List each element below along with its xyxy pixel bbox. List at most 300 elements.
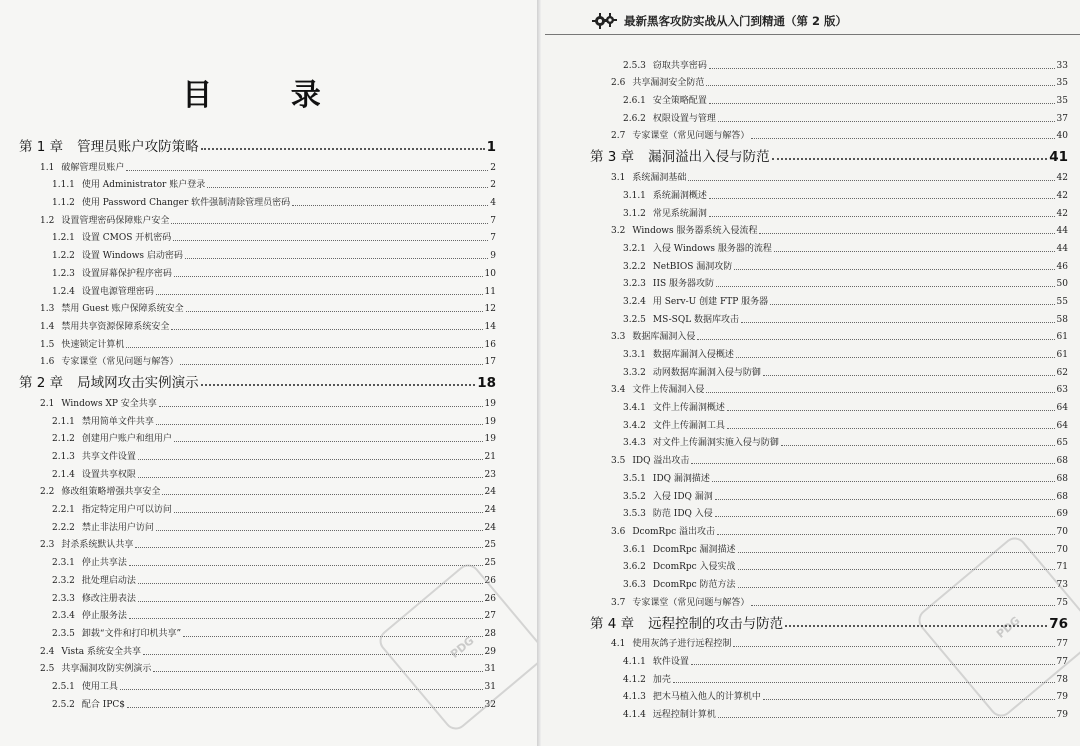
toc-dot-leader: [129, 564, 483, 566]
toc-dot-leader: [180, 363, 482, 365]
toc-dot-leader: [673, 681, 1055, 683]
toc-dot-leader: [174, 275, 483, 277]
toc-entry-number: 4.1.1: [623, 657, 646, 667]
toc-page-number: 23: [484, 469, 496, 480]
toc-page-number: 70: [1056, 544, 1068, 555]
toc-dot-leader: [763, 374, 1055, 376]
toc-dot-leader: [171, 222, 488, 224]
toc-entry-title: 设置 Windows 启动密码: [81, 251, 183, 262]
toc-entry-title: 远程控制计算机: [652, 710, 716, 721]
toc-page-number: 19: [484, 416, 496, 427]
toc-page-number: 77: [1056, 657, 1068, 667]
toc-dot-leader: [741, 321, 1055, 323]
toc-page-number: 29: [484, 646, 496, 657]
toc-entry: [0, 157, 537, 175]
toc-entry-title: 修改组策略增强共享安全: [61, 487, 161, 498]
toc-page-number: 19: [484, 434, 496, 445]
toc-entry-title: 设置共享权限: [81, 469, 136, 480]
toc-entry-title: 设置管理密码保障账户安全: [61, 215, 170, 226]
toc-page-number: 19: [484, 398, 496, 409]
toc-entry-title: Windows XP 安全共享: [61, 398, 157, 409]
toc-page-number: 32: [484, 699, 496, 710]
toc-entry-title: 设置电源管理密码: [81, 286, 154, 297]
toc-entry-number: 3.3.2: [623, 367, 646, 378]
toc-dot-leader: [774, 250, 1055, 252]
toc-entry: [541, 327, 1080, 345]
toc-entry-title: 停止共享法: [81, 558, 127, 569]
toc-entry-number: 1.3: [40, 304, 55, 315]
toc-entry-number: 2.3.3: [52, 593, 75, 604]
toc-entry-title: 指定特定用户可以访问: [81, 505, 172, 516]
toc-page-number: 9: [490, 251, 496, 262]
toc-entry-title: IDQ 漏洞描述: [652, 473, 710, 484]
left-page: [0, 0, 537, 746]
toc-chapter-entry: [541, 610, 1080, 634]
toc-entry: [0, 352, 537, 370]
toc-entry-number: 2.1.1: [52, 416, 75, 427]
toc-entry: [0, 429, 537, 447]
toc-entry-number: 1.2.3: [52, 268, 75, 279]
toc-entry-title: DcomRpc 漏洞描述: [652, 544, 736, 555]
toc-entry-title: 快速锁定计算机: [61, 339, 125, 350]
running-head: [592, 10, 847, 32]
toc-page-number: 68: [1056, 473, 1068, 484]
toc-entry-number: 2.6: [611, 78, 626, 89]
toc-entry-title: 入侵 IDQ 漏洞: [652, 491, 713, 502]
toc-entry: [541, 108, 1080, 126]
toc-page-number: 61: [1056, 332, 1068, 343]
toc-page-number: 26: [484, 575, 496, 586]
toc-dot-leader: [738, 551, 1055, 553]
toc-entry-number: 4.1.2: [623, 674, 646, 685]
toc-entry-title: 创建用户账户和组用户: [81, 434, 172, 445]
toc-entry-title: 专家课堂（常见问题与解答）: [61, 357, 179, 368]
toc-entry: [541, 362, 1080, 380]
toc-entry-number: 2.7: [611, 131, 626, 142]
toc-dot-leader: [772, 157, 1048, 160]
toc-title: 目 录: [182, 78, 355, 113]
toc-dot-leader: [736, 356, 1055, 358]
toc-entry-number: 2.2.1: [52, 505, 75, 516]
toc-dot-leader: [715, 498, 1055, 500]
toc-entry: [0, 263, 537, 281]
toc-entry: [541, 55, 1080, 73]
header-rule: [545, 34, 1080, 35]
toc-entry-title: 管理员账户攻防策略: [77, 139, 199, 155]
toc-entry-number: 2.1.4: [52, 469, 75, 480]
toc-entry-number: 2.2.2: [52, 522, 75, 533]
toc-entry-number: 2.5: [40, 664, 55, 675]
gear-logo-icon: [592, 12, 618, 30]
toc-entry-number: 2.4: [40, 646, 55, 657]
toc-entry-title: 文件上传漏洞工具: [652, 420, 725, 431]
toc-page-number: 79: [1056, 710, 1068, 721]
toc-entry-number: 3.2.4: [623, 296, 646, 307]
toc-entry: [541, 415, 1080, 433]
toc-dot-leader: [174, 440, 483, 442]
toc-dot-leader: [138, 582, 483, 584]
toc-entry: [541, 256, 1080, 274]
toc-entry: [541, 380, 1080, 398]
toc-entry-title: 加壳: [652, 674, 671, 685]
toc-entry-number: 3.1.2: [623, 208, 646, 219]
toc-dot-leader: [292, 204, 488, 206]
toc-entry-number: 2.1: [40, 398, 55, 409]
toc-entry-title: 专家课堂（常见问题与解答）: [632, 131, 750, 142]
toc-entry-number: 3.2.5: [623, 314, 646, 325]
toc-entry: [0, 446, 537, 464]
toc-page-number: 78: [1056, 674, 1068, 685]
toc-page-number: 62: [1056, 367, 1068, 378]
toc-entry-title: 系统漏洞概述: [652, 190, 707, 201]
toc-entry-number: 3.2.2: [623, 261, 646, 272]
toc-dot-leader: [717, 533, 1055, 535]
toc-page-number: 71: [1056, 562, 1068, 573]
toc-entry-number: 2.6.2: [623, 113, 646, 124]
toc-entry-title: 文件上传漏洞概述: [652, 403, 725, 414]
toc-page-number: 70: [1056, 526, 1068, 537]
toc-entry-title: 窃取共享密码: [652, 60, 707, 71]
toc-entry-title: 对文件上传漏洞实施入侵与防御: [652, 438, 779, 449]
toc-entry-title: 禁用共享资源保障系统安全: [61, 321, 170, 332]
toc-entry-title: 封杀系统默认共享: [61, 540, 134, 551]
toc-entry-title: 卸载“文件和打印机共享”: [81, 628, 182, 639]
toc-dot-leader: [159, 405, 483, 407]
toc-dot-leader: [734, 268, 1054, 270]
toc-entry-number: 3.7: [611, 597, 626, 608]
toc-dot-leader: [706, 84, 1054, 86]
toc-page-number: 69: [1056, 509, 1068, 520]
toc-dot-leader: [751, 137, 1054, 139]
toc-chapter-entry: [0, 369, 537, 393]
toc-entry-title: 共享文件设置: [81, 452, 136, 462]
toc-chapter-entry: [0, 133, 537, 157]
toc-entry: [0, 175, 537, 193]
toc-entry: [0, 411, 537, 429]
toc-entry: [0, 245, 537, 263]
toc-dot-leader: [174, 511, 483, 513]
toc-entry: [541, 486, 1080, 504]
toc-entry: [0, 482, 537, 500]
toc-entry: [541, 126, 1080, 144]
toc-dot-leader: [709, 102, 1055, 104]
toc-entry-number: 2.3.2: [52, 575, 75, 586]
toc-entry-number: 1.2.2: [52, 251, 75, 262]
toc-entry-number: 3.5.3: [623, 509, 646, 520]
toc-entry: [541, 309, 1080, 327]
toc-page-number: 35: [1056, 78, 1068, 89]
toc-page-number: 64: [1056, 420, 1068, 431]
toc-page-number: 4: [490, 198, 496, 209]
toc-page-number: 42: [1056, 173, 1068, 184]
toc-entry-title: 共享漏洞攻防实例演示: [61, 664, 152, 675]
toc-entry-title: IDQ 溢出攻击: [632, 456, 690, 467]
toc-dot-leader: [156, 293, 483, 295]
toc-page-number: 21: [484, 452, 496, 462]
toc-entry: [541, 90, 1080, 108]
toc-dot-leader: [738, 586, 1055, 588]
toc-entry-title: 文件上传漏洞入侵: [632, 385, 705, 396]
toc-entry-number: 2.2: [40, 487, 55, 498]
toc-entry-number: 第 4 章: [590, 615, 635, 632]
toc-dot-leader: [718, 716, 1055, 718]
toc-page-number: 24: [484, 505, 496, 516]
toc-entry-title: 停止服务法: [81, 611, 127, 622]
toc-page-number: 14: [484, 321, 496, 332]
toc-entry-title: 动网数据库漏洞入侵与防御: [652, 367, 761, 378]
toc-entry-number: 3.5.1: [623, 473, 646, 484]
toc-entry: [541, 221, 1080, 239]
toc-entry-number: 2.6.1: [623, 96, 646, 107]
toc-dot-leader: [709, 215, 1055, 217]
toc-page-number: 10: [484, 268, 496, 279]
toc-page-number: 75: [1056, 597, 1068, 608]
toc-entry-number: 4.1.3: [623, 692, 646, 703]
toc-dot-leader: [201, 147, 485, 150]
toc-entry: [0, 535, 537, 553]
toc-entry-title: 数据库漏洞入侵: [632, 332, 696, 343]
toc-dot-leader: [716, 285, 1055, 287]
toc-entry: [0, 334, 537, 352]
toc-entry-title: 禁用简单文件共享: [81, 416, 154, 427]
toc-entry-title: 漏洞溢出入侵与防范: [648, 149, 770, 166]
toc-dot-leader: [126, 346, 482, 348]
toc-entry-title: 配合 IPC$: [81, 699, 125, 710]
toc-page-number: 18: [477, 375, 496, 392]
toc-entry: [541, 291, 1080, 309]
toc-page-number: 25: [484, 540, 496, 551]
toc-entry-title: 禁止非法用户访问: [81, 522, 154, 533]
toc-dot-leader: [706, 391, 1054, 393]
toc-entry-number: 1.1.2: [52, 198, 75, 209]
toc-entry-title: 修改注册表法: [81, 593, 136, 604]
toc-entry-title: 共享漏洞安全防范: [632, 78, 705, 89]
toc-page-number: 73: [1056, 579, 1068, 590]
toc-entry-title: 使用 Administrator 账户登录: [81, 180, 206, 191]
toc-entry-title: MS-SQL 数据库攻击: [652, 314, 740, 325]
toc-page-number: 28: [484, 628, 496, 639]
toc-dot-leader: [126, 169, 488, 171]
toc-page-number: 42: [1056, 208, 1068, 219]
toc-entry-number: 2.5.1: [52, 681, 75, 692]
toc-page-number: 1: [486, 139, 496, 155]
toc-entry: [0, 517, 537, 535]
toc-dot-leader: [691, 462, 1054, 464]
toc-entry: [0, 210, 537, 228]
toc-page-number: 26: [484, 593, 496, 604]
toc-dot-leader: [171, 328, 482, 330]
toc-entry-number: 1.6: [40, 357, 55, 368]
toc-entry-number: 1.4: [40, 321, 55, 332]
toc-entry-number: 3.2: [611, 226, 626, 237]
toc-entry-title: 专家课堂（常见问题与解答）: [632, 597, 750, 608]
toc-page-number: 24: [484, 487, 496, 498]
toc-page-number: 44: [1056, 243, 1068, 254]
toc-page-number: 44: [1056, 226, 1068, 237]
toc-dot-leader: [733, 645, 1054, 647]
toc-dot-leader: [709, 67, 1055, 69]
toc-entry-title: 禁用 Guest 账户保障系统安全: [61, 304, 184, 315]
toc-entry-number: 4.1: [611, 639, 626, 650]
toc-entry-number: 1.2: [40, 215, 55, 226]
toc-entry-number: 2.3: [40, 540, 55, 551]
toc-page-number: 35: [1056, 96, 1068, 107]
toc-page-number: 24: [484, 522, 496, 533]
toc-page-number: 2: [490, 180, 496, 191]
toc-entry-number: 2.3.4: [52, 611, 75, 622]
toc-entry: [541, 574, 1080, 592]
toc-entry-number: 3.1: [611, 173, 626, 184]
toc-page-number: 58: [1056, 314, 1068, 325]
toc-entry: [541, 238, 1080, 256]
toc-page-number: 37: [1056, 113, 1068, 124]
toc-dot-leader: [207, 186, 488, 188]
toc-entry-title: IIS 服务器攻防: [652, 279, 715, 290]
toc-page-number: 7: [490, 233, 496, 244]
toc-dot-leader: [718, 120, 1055, 122]
toc-entry-title: 使用 Password Changer 软件强制清除管理员密码: [81, 198, 291, 209]
toc-entry-number: 3.3: [611, 332, 626, 343]
toc-entry-title: 安全策略配置: [652, 96, 707, 107]
toc-entry-title: 常见系统漏洞: [652, 208, 707, 219]
toc-entry-title: NetBIOS 漏洞攻防: [652, 261, 733, 272]
toc-dot-leader: [138, 476, 483, 478]
toc-entry-number: 1.5: [40, 339, 55, 350]
watermark-stamp-icon: PDG: [375, 560, 537, 735]
toc-page-number: 31: [484, 681, 496, 692]
toc-entry-title: 入侵 Windows 服务器的流程: [652, 243, 772, 254]
toc-entry: [0, 316, 537, 334]
toc-dot-leader: [138, 458, 483, 460]
toc-entry: [0, 499, 537, 517]
toc-dot-leader: [156, 529, 483, 531]
toc-page-number: 65: [1056, 438, 1068, 449]
toc-entry: [541, 344, 1080, 362]
toc-page-number: 64: [1056, 403, 1068, 414]
toc-entry-number: 3.6.3: [623, 579, 646, 590]
toc-entry-number: 2.5.2: [52, 699, 75, 710]
toc-entry: [541, 634, 1080, 652]
toc-entry-number: 3.4.2: [623, 420, 646, 431]
toc-page-number: 25: [484, 558, 496, 569]
toc-entry: [541, 450, 1080, 468]
toc-dot-leader: [781, 444, 1055, 446]
toc-page-number: 27: [484, 611, 496, 622]
toc-entry: [541, 73, 1080, 91]
toc-page-number: 40: [1056, 131, 1068, 142]
toc-entry-number: 3.6: [611, 526, 626, 537]
toc-entry-title: Windows 服务器系统入侵流程: [632, 226, 758, 237]
watermark-stamp-icon: PDG: [914, 533, 1080, 722]
toc-entry: [0, 552, 537, 570]
toc-entry-number: 1.1.1: [52, 180, 75, 191]
toc-dot-leader: [186, 310, 483, 312]
toc-entry-title: 软件设置: [652, 657, 689, 667]
toc-entry: [541, 651, 1080, 669]
toc-dot-leader: [763, 698, 1055, 700]
toc-entry: [541, 669, 1080, 687]
toc-entry-title: DcomRpc 防范方法: [652, 579, 736, 590]
toc-entry: [0, 228, 537, 246]
toc-dot-leader: [727, 427, 1055, 429]
toc-page-number: 63: [1056, 385, 1068, 396]
toc-dot-leader: [715, 515, 1055, 517]
toc-dot-leader: [135, 546, 482, 548]
toc-entry: [541, 557, 1080, 575]
toc-entry-number: 2.1.3: [52, 452, 75, 462]
toc-entry: [541, 167, 1080, 185]
toc-entry: [541, 185, 1080, 203]
toc-page-number: 17: [484, 357, 496, 368]
toc-entry: [0, 192, 537, 210]
toc-entry: [541, 687, 1080, 705]
toc-page-number: 7: [490, 215, 496, 226]
toc-entry-title: 把木马植入他人的计算机中: [652, 692, 761, 703]
toc-dot-leader: [127, 706, 483, 708]
toc-entry-title: 使用工具: [81, 681, 118, 692]
toc-dot-leader: [770, 303, 1054, 305]
toc-entry-number: 3.5: [611, 456, 626, 467]
toc-entry: [541, 397, 1080, 415]
toc-entry-number: 2.1.2: [52, 434, 75, 445]
toc-page-number: 31: [484, 664, 496, 675]
toc-entry-number: 3.4.1: [623, 403, 646, 414]
toc-page-number: 68: [1056, 491, 1068, 502]
toc-entry-number: 3.2.3: [623, 279, 646, 290]
toc-dot-leader: [712, 480, 1055, 482]
toc-entry-number: 3.1.1: [623, 190, 646, 201]
toc-dot-leader: [173, 239, 488, 241]
toc-entry-number: 第 3 章: [590, 149, 635, 166]
running-head-title: 最新黑客攻防实战从入门到精通（第 2 版）: [624, 14, 848, 28]
toc-dot-leader: [156, 423, 483, 425]
toc-page-number: 55: [1056, 296, 1068, 307]
toc-dot-leader: [185, 257, 488, 259]
toc-page-number: 77: [1056, 639, 1068, 650]
toc-page-number: 50: [1056, 279, 1068, 290]
toc-dot-leader: [201, 383, 476, 386]
toc-page-number: 42: [1056, 190, 1068, 201]
toc-entry-title: DcomRpc 溢出攻击: [632, 526, 715, 537]
toc-list-right: [541, 55, 1080, 722]
toc-entry: [541, 274, 1080, 292]
toc-entry-number: 3.5.2: [623, 491, 646, 502]
toc-dot-leader: [691, 663, 1055, 665]
toc-entry: [541, 704, 1080, 722]
toc-entry-number: 1.2.1: [52, 233, 75, 244]
toc-dot-leader: [688, 179, 1054, 181]
toc-entry-number: 2.3.5: [52, 628, 75, 639]
toc-entry: [541, 433, 1080, 451]
toc-dot-leader: [785, 624, 1047, 627]
toc-entry: [0, 299, 537, 317]
toc-dot-leader: [727, 409, 1055, 411]
toc-entry: [541, 539, 1080, 557]
toc-entry: [0, 464, 537, 482]
toc-entry-title: 设置 CMOS 开机密码: [81, 233, 172, 244]
toc-entry-title: DcomRpc 入侵实战: [652, 562, 736, 573]
toc-dot-leader: [751, 604, 1054, 606]
toc-page-number: 68: [1056, 456, 1068, 467]
toc-entry-number: 4.1.4: [623, 710, 646, 721]
toc-entry-number: 3.4: [611, 385, 626, 396]
toc-entry-number: 2.3.1: [52, 558, 75, 569]
toc-entry-title: 防范 IDQ 入侵: [652, 509, 713, 520]
toc-entry-number: 3.4.3: [623, 438, 646, 449]
toc-entry: [541, 504, 1080, 522]
toc-entry-number: 3.6.2: [623, 562, 646, 573]
toc-entry: [0, 393, 537, 411]
